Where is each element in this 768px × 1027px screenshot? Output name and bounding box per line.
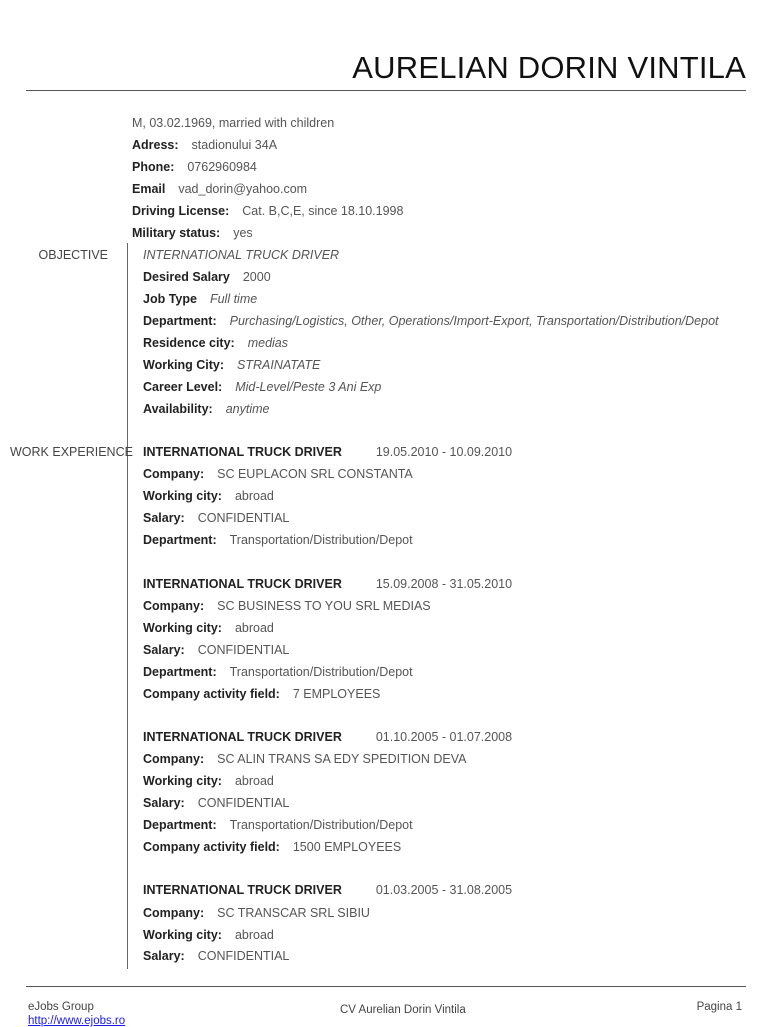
field-label: Email: [132, 182, 166, 196]
personal-summary: [132, 115, 334, 131]
field-value: CONFIDENTIAL: [197, 511, 290, 525]
field-value: Purchasing/Logistics, Other, Operations/Import-Export, Transportation/Distribution/Depot: [229, 314, 719, 328]
job-field-company: [143, 905, 370, 921]
field-label: Department:: [143, 665, 217, 679]
footer-link-wrap: [28, 1015, 125, 1027]
job-field-working-city: [143, 927, 274, 943]
job-field-activity: [143, 686, 380, 702]
job-header: [143, 576, 512, 592]
personal-summary-text: M, 03.02.1969, married with children: [132, 116, 335, 130]
field-label: Department:: [143, 818, 217, 832]
field-label: Company:: [143, 467, 205, 481]
job-field-salary: [143, 795, 289, 811]
field-value: 7 EMPLOYEES: [292, 687, 381, 701]
field-value: Transportation/Distribution/Depot: [229, 533, 413, 547]
field-value: stadionului 34A: [191, 138, 278, 152]
job-title: INTERNATIONAL TRUCK DRIVER: [143, 883, 342, 897]
objective-field-desired-salary: [143, 269, 271, 285]
job-field-salary: [143, 510, 289, 526]
field-label: Company:: [143, 599, 205, 613]
footer-website-link[interactable]: http://www.ejobs.ro: [28, 1015, 126, 1027]
field-label: Job Type: [143, 292, 197, 306]
field-value: yes: [233, 226, 253, 240]
objective-title: [143, 247, 339, 263]
field-label: Salary:: [143, 949, 185, 963]
objective-field-availability: [143, 401, 269, 417]
footer-company: eJobs Group: [28, 1001, 94, 1013]
objective-title-text: INTERNATIONAL TRUCK DRIVER: [143, 248, 340, 262]
personal-field-phone: [132, 159, 257, 175]
objective-field-working-city: [143, 357, 320, 373]
job-field-company: [143, 466, 413, 482]
job-dates: 01.10.2005 - 01.07.2008: [375, 730, 513, 744]
field-label: Adress:: [132, 138, 179, 152]
objective-field-residence-city: [143, 335, 288, 351]
field-value: Mid-Level/Peste 3 Ani Exp: [235, 380, 382, 394]
field-label: Company:: [143, 906, 205, 920]
field-label: Company activity field:: [143, 687, 280, 701]
field-value: abroad: [234, 621, 274, 635]
job-field-working-city: [143, 488, 274, 504]
field-value: SC BUSINESS TO YOU SRL MEDIAS: [217, 599, 431, 613]
field-label: Desired Salary: [143, 270, 230, 284]
field-value: Transportation/Distribution/Depot: [229, 665, 413, 679]
footer-document-title: CV Aurelian Dorin Vintila: [340, 1004, 466, 1016]
field-value: Full time: [209, 292, 258, 306]
field-label: Salary:: [143, 796, 185, 810]
field-label: Phone:: [132, 160, 175, 174]
field-value: SC TRANSCAR SRL SIBIU: [217, 906, 370, 920]
field-label: Company activity field:: [143, 840, 280, 854]
section-vertical-rule: [127, 243, 128, 969]
job-header: [143, 882, 512, 898]
objective-field-job-type: [143, 291, 257, 307]
field-label: Salary:: [143, 511, 185, 525]
field-label: Working city:: [143, 774, 222, 788]
cv-name-title: AURELIAN DORIN VINTILA: [352, 50, 746, 85]
job-field-company: [143, 598, 431, 614]
job-header: [143, 729, 512, 745]
field-label: Military status:: [132, 226, 221, 240]
field-value: abroad: [234, 774, 274, 788]
field-label: Driving License:: [132, 204, 230, 218]
field-value: STRAINATATE: [237, 358, 321, 372]
personal-field-military-status: [132, 225, 253, 241]
job-field-activity: [143, 839, 401, 855]
field-label: Residence city:: [143, 336, 235, 350]
job-field-working-city: [143, 773, 274, 789]
field-value: vad_dorin@yahoo.com: [178, 182, 308, 196]
field-label: Company:: [143, 752, 205, 766]
field-label: Working City:: [143, 358, 225, 372]
header-divider: [26, 90, 746, 91]
field-value: SC EUPLACON SRL CONSTANTA: [217, 467, 413, 481]
personal-field-driving-license: [132, 203, 403, 219]
field-value: 2000: [242, 270, 271, 284]
job-field-company: [143, 751, 467, 767]
job-header: [143, 444, 512, 460]
footer-divider: [26, 986, 746, 987]
field-label: Working city:: [143, 621, 222, 635]
job-field-department: [143, 817, 413, 833]
job-field-department: [143, 532, 413, 548]
field-value: Cat. B,C,E, since 18.10.1998: [242, 204, 404, 218]
field-value: abroad: [234, 928, 274, 942]
objective-field-department: [143, 313, 719, 329]
field-value: CONFIDENTIAL: [197, 643, 290, 657]
field-value: anytime: [225, 402, 270, 416]
job-field-working-city: [143, 620, 274, 636]
field-value: CONFIDENTIAL: [197, 796, 290, 810]
job-title: INTERNATIONAL TRUCK DRIVER: [143, 445, 342, 459]
job-title: INTERNATIONAL TRUCK DRIVER: [143, 730, 342, 744]
job-dates: 19.05.2010 - 10.09.2010: [375, 445, 513, 459]
field-value: CONFIDENTIAL: [197, 949, 290, 963]
field-label: Availability:: [143, 402, 213, 416]
field-value: abroad: [234, 489, 274, 503]
field-label: Salary:: [143, 643, 185, 657]
field-label: Department:: [143, 533, 217, 547]
field-label: Working city:: [143, 489, 222, 503]
field-label: Working city:: [143, 928, 222, 942]
job-field-salary: [143, 948, 289, 964]
footer-page-number: Pagina 1: [696, 1001, 742, 1013]
section-label-objective: OBJECTIVE: [38, 248, 108, 262]
job-dates: 15.09.2008 - 31.05.2010: [375, 577, 513, 591]
field-label: Department:: [143, 314, 217, 328]
job-field-salary: [143, 642, 289, 658]
job-dates: 01.03.2005 - 31.08.2005: [375, 883, 513, 897]
job-title: INTERNATIONAL TRUCK DRIVER: [143, 577, 342, 591]
section-label-work-experience: WORK EXPERIENCE: [10, 445, 133, 459]
field-value: Transportation/Distribution/Depot: [229, 818, 413, 832]
job-field-department: [143, 664, 413, 680]
field-label: Career Level:: [143, 380, 223, 394]
field-value: 0762960984: [187, 160, 257, 174]
objective-field-career-level: [143, 379, 381, 395]
field-value: SC ALIN TRANS SA EDY SPEDITION DEVA: [217, 752, 467, 766]
field-value: 1500 EMPLOYEES: [292, 840, 402, 854]
personal-field-address: [132, 137, 277, 153]
personal-field-email: [132, 181, 307, 197]
field-value: medias: [247, 336, 289, 350]
